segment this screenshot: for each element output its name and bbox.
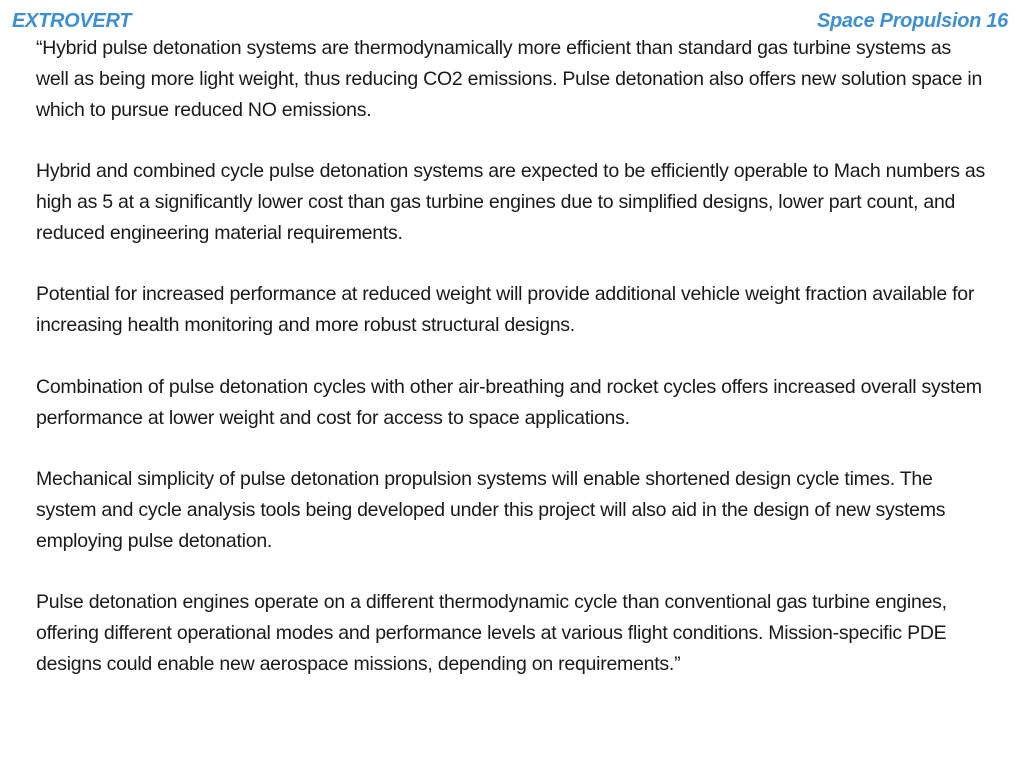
body-paragraph-1: “Hybrid pulse detonation systems are thermodynamically more efficient than standard gas turbine systems as well as being more light weight, thus reducing CO2 emissions. Pulse detonation also offers new solution space in which to pursue reduced NO emissions.: [36, 37, 983, 121]
body-paragraph-6: Pulse detonation engines operate on a different thermodynamic cycle than conventional gas turbine engines, offering different operational modes and performance levels at various flight conditions. Mission-specific PDE designs could enable new aerospace missions, depending on requirements.”: [36, 591, 947, 675]
header-left-title: EXTROVERT: [12, 10, 132, 32]
body-paragraph-2: Hybrid and combined cycle pulse detonation systems are expected to be efficiently operable to Mach numbers as high as 5 at a significantly lower cost than gas turbine engines due to simplified designs, lower part count, and reduced engineering material requirements.: [36, 160, 986, 244]
body-paragraph-3: Potential for increased performance at reduced weight will provide additional vehicle weight fraction available for increasing health monitoring and more robust structural designs.: [36, 283, 975, 337]
slide-header: [12, 8, 1008, 36]
header-right-title: Space Propulsion 16: [816, 10, 1008, 32]
body-paragraph-4: Combination of pulse detonation cycles with other air-breathing and rocket cycles offers increased overall system performance at lower weight and cost for access to space applications.: [36, 375, 982, 429]
body-paragraph-5: Mechanical simplicity of pulse detonation propulsion systems will enable shortened design cycle times. The system and cycle analysis tools being developed under this project will also aid in the design of new systems employing pulse detonation.: [36, 468, 946, 552]
slide-body: [36, 33, 986, 711]
